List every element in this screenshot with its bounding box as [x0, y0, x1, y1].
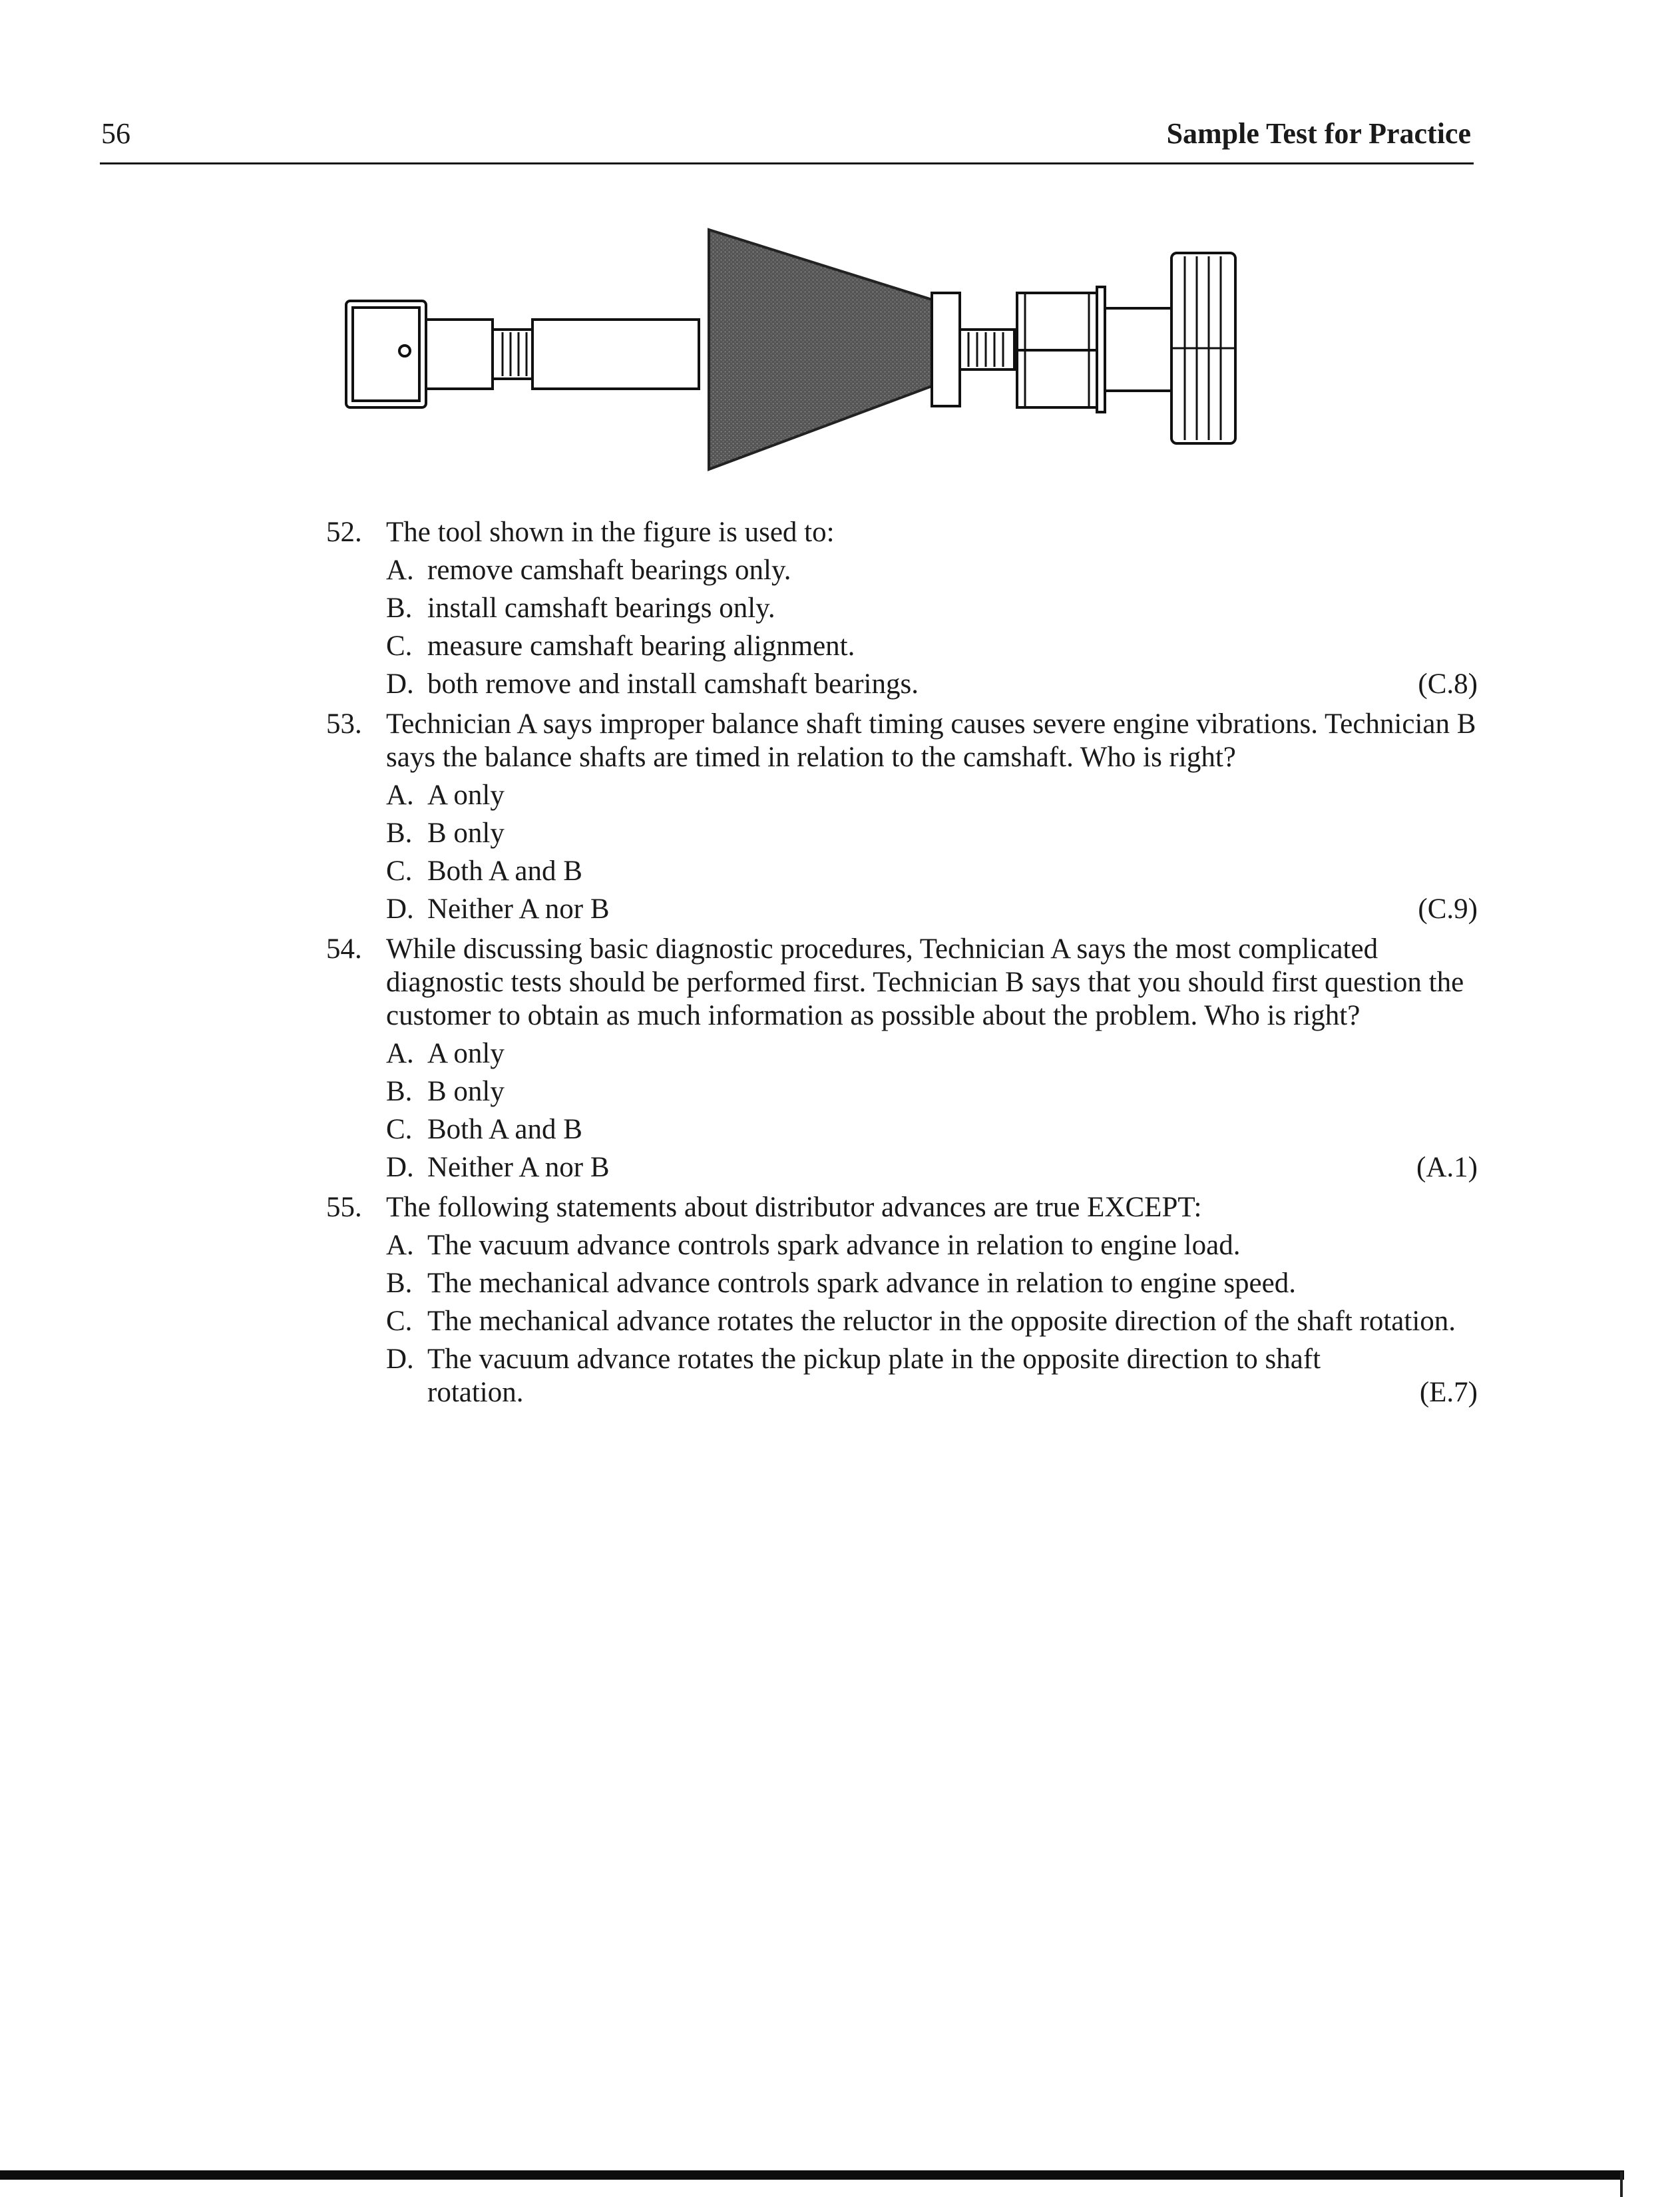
choice-d: [386, 1151, 1478, 1184]
choice-text: The mechanical advance rotates the reluctor in the opposite direction of the shaft rotation.: [427, 1306, 1456, 1337]
choice-text: The vacuum advance rotates the pickup plate in the opposite direction to shaft rotation.: [427, 1343, 1321, 1408]
question-stem: While discussing basic diagnostic procedures, Technician A says the most complicated diagnostic tests should be performed first. Technician B says that you should first question the customer to obtain as much information as possible about the problem. Who is right?: [386, 933, 1464, 1031]
choice-b: [386, 592, 1478, 625]
choice-c: [386, 855, 1478, 888]
choice-letter: B.: [386, 1268, 413, 1299]
choice-text: A only: [427, 1038, 505, 1069]
choice-letter: B.: [386, 593, 413, 624]
question-55: [326, 1191, 1478, 1409]
choice-text: B only: [427, 1076, 505, 1107]
question-number: 54.: [326, 933, 362, 965]
question-stem: The tool shown in the figure is used to:: [386, 517, 835, 548]
choice-text: remove camshaft bearings only.: [427, 555, 791, 586]
camshaft-bearing-tool-icon: [333, 223, 1265, 476]
choice-text: Neither A nor B: [427, 1152, 610, 1183]
question-number: 53.: [326, 708, 362, 740]
question-stem: The following statements about distributor advances are true EXCEPT:: [386, 1192, 1202, 1223]
question-number: 55.: [326, 1192, 362, 1223]
choice-b: [386, 817, 1478, 850]
page-number: 56: [101, 117, 130, 150]
choice-c: [386, 1113, 1478, 1146]
choice-text: The vacuum advance controls spark advance in relation to engine load.: [427, 1230, 1241, 1261]
question-number: 52.: [326, 517, 362, 548]
choice-d: [386, 1343, 1478, 1409]
choice-c: [386, 1305, 1478, 1338]
choice-text: B only: [427, 818, 505, 849]
choice-letter: A.: [386, 1230, 414, 1261]
choice-text: measure camshaft bearing alignment.: [427, 630, 855, 662]
choice-letter: C.: [386, 855, 413, 887]
task-reference: (A.1): [1416, 1152, 1478, 1183]
question-54: [326, 933, 1478, 1184]
choice-letter: B.: [386, 818, 413, 849]
choice-a: [386, 779, 1478, 812]
header-rule: [100, 162, 1474, 164]
question-52: [326, 516, 1478, 701]
camshaft-bearing-tool-figure: [333, 223, 1265, 476]
choice-a: [386, 554, 1478, 587]
choice-text: both remove and install camshaft bearings.: [427, 668, 919, 700]
task-reference: (C.8): [1418, 668, 1478, 700]
question-stem: Technician A says improper balance shaft timing causes severe engine vibrations. Technician B says the balance shafts are timed in relation to the camshaft. Who is right?: [386, 708, 1476, 773]
choice-letter: A.: [386, 1038, 414, 1069]
choice-letter: B.: [386, 1076, 413, 1107]
choice-letter: D.: [386, 1343, 414, 1375]
choice-d: [386, 668, 1478, 701]
choice-letter: A.: [386, 555, 414, 586]
page-header: [100, 117, 1471, 163]
choice-d: [386, 893, 1478, 926]
choice-text: Both A and B: [427, 855, 582, 887]
choice-letter: D.: [386, 1152, 414, 1183]
choice-b: [386, 1267, 1478, 1300]
choice-letter: C.: [386, 1114, 413, 1145]
question-list: [326, 516, 1478, 1416]
question-53: [326, 708, 1478, 926]
choice-a: [386, 1037, 1478, 1071]
choice-text: The mechanical advance controls spark advance in relation to engine speed.: [427, 1268, 1296, 1299]
choice-c: [386, 630, 1478, 663]
choice-b: [386, 1075, 1478, 1108]
choice-text: install camshaft bearings only.: [427, 593, 775, 624]
running-title: Sample Test for Practice: [1166, 117, 1471, 150]
choice-letter: D.: [386, 668, 414, 700]
choice-text: Neither A nor B: [427, 893, 610, 925]
choice-letter: D.: [386, 893, 414, 925]
choice-a: [386, 1229, 1478, 1262]
bottom-scan-bar: [0, 2170, 1624, 2180]
task-reference: (C.9): [1418, 893, 1478, 925]
task-reference: (E.7): [1419, 1377, 1478, 1408]
choice-letter: A.: [386, 780, 414, 811]
choice-text: Both A and B: [427, 1114, 582, 1145]
choice-letter: C.: [386, 1306, 413, 1337]
choice-text: A only: [427, 780, 505, 811]
edge-mark: [1620, 2172, 1623, 2197]
choice-letter: C.: [386, 630, 413, 662]
